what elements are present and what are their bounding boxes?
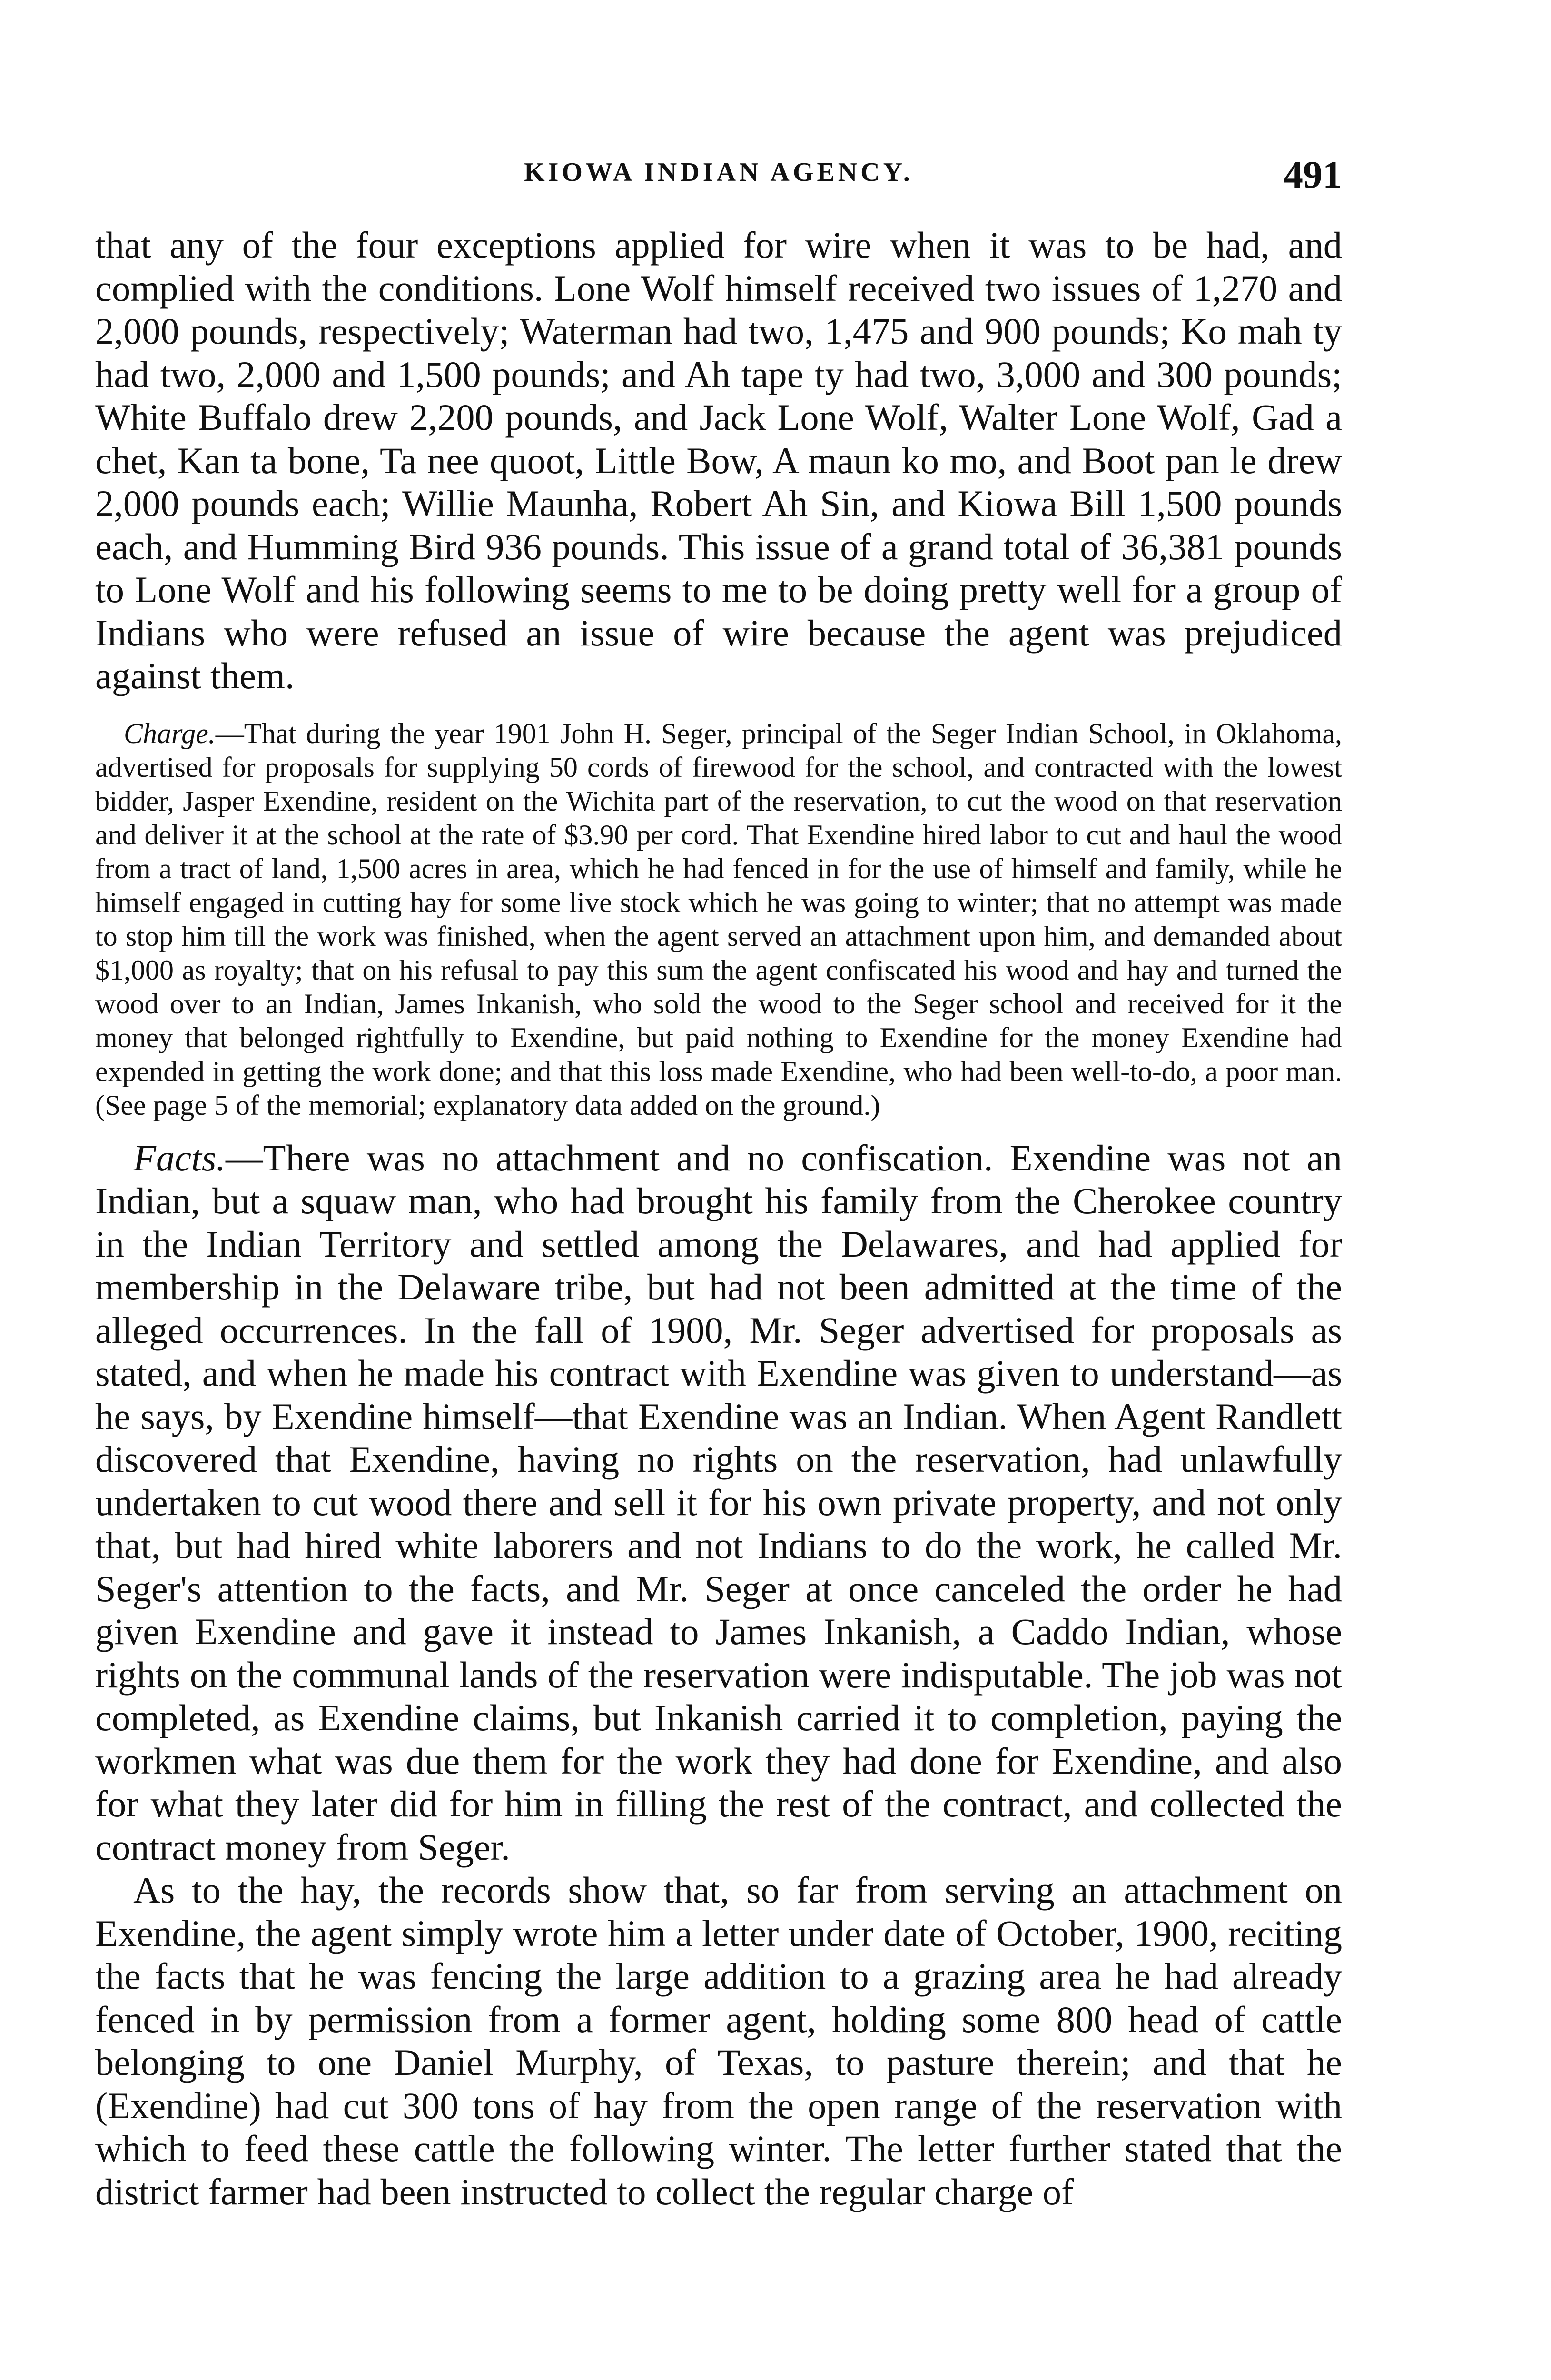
facts-paragraph	[95, 1137, 1342, 1869]
paragraph-continuation: that any of the four exceptions applied for wire when it was to be had, and complied with the conditions. Lone Wolf himself received two issues of 1,270 and 2,000 pounds, respectively; Waterman had two, 1,475 and 900 pounds; Ko mah ty had two, 2,000 and 1,500 pounds; and Ah tape ty had two, 3,000 and 300 pounds; White Buffalo drew 2,200 pounds, and Jack Lone Wolf, Walter Lone Wolf, Gad a chet, Kan ta bone, Ta nee quoot, Little Bow, A maun ko mo, and Boot pan le drew 2,000 pounds each; Willie Maunha, Robert Ah Sin, and Kiowa Bill 1,500 pounds each, and Humming Bird 936 pounds. This issue of a grand total of 36,381 pounds to Lone Wolf and his following seems to me to be doing pretty well for a group of Indians who were refused an issue of wire because the agent was prejudiced against them.	[95, 224, 1342, 696]
running-title: KIOWA INDIAN AGENCY.	[524, 158, 913, 187]
charge-paragraph	[95, 717, 1342, 1122]
page-number: 491	[1284, 153, 1342, 196]
charge-text: —That during the year 1901 John H. Seger, principal of the Seger Indian School, in Oklahoma, advertised for proposals for supplying 50 cords of firewood for the school, and contracted with the lowest bidder, Jasper Exendine, resident on the Wichita part of the reservation, to cut the wood on that reservation and deliver it at the school at the rate of $3.90 per cord. That Exendine hired labor to cut and haul the wood from a tract of land, 1,500 acres in area, which he had fenced in for the use of himself and family, while he himself engaged in cutting hay for some live stock which he was going to winter; that no attempt was made to stop him till the work was finished, when the agent served an attachment upon him, and demanded about $1,000 as royalty; that on his refusal to pay this sum the agent confiscated his wood and hay and turned the wood over to an Indian, James Inkanish, who sold the wood to the Seger school and received for it the money that belonged rightfully to Exendine, but paid nothing to Exendine for the money Exendine had expended in getting the work done; and that this loss made Exendine, who had been well-to-do, a poor man. (See page 5 of the memorial; explanatory data added on the ground.)	[95, 717, 1342, 1121]
page-body	[95, 224, 1342, 2213]
running-header	[95, 152, 1342, 205]
facts-label: Facts.	[133, 1137, 226, 1179]
facts-text: —There was no attachment and no confiscation. Exendine was not an Indian, but a squaw man, who had brought his family from the Cherokee country in the Indian Territory and settled among the Delawares, and had applied for membership in the Delaware tribe, but had not been admitted at the time of the alleged occurrences. In the fall of 1900, Mr. Seger advertised for proposals as stated, and when he made his contract with Exendine was given to understand—as he says, by Exendine himself—that Exendine was an Indian. When Agent Randlett discovered that Exendine, having no rights on the reservation, had unlawfully undertaken to cut wood there and sell it for his own private property, and not only that, but had hired white laborers and not Indians to do the work, he called Mr. Seger's attention to the facts, and Mr. Seger at once canceled the order he had given Exendine and gave it instead to James Inkanish, a Caddo Indian, whose rights on the communal lands of the reservation were indisputable. The job was not completed, as Exendine claims, but Inkanish carried it to completion, paying the workmen what was due them for the work they had done for Exendine, and also for what they later did for him in filling the rest of the contract, and collected the contract money from Seger.	[95, 1137, 1342, 1868]
charge-label: Charge.	[124, 717, 216, 749]
hay-paragraph: As to the hay, the records show that, so far from serving an attachment on Exendine, the agent simply wrote him a letter under date of October, 1900, reciting the facts that he was fencing the large addition to a grazing area he had already fenced in by permission from a former agent, holding some 800 head of cattle belonging to one Daniel Murphy, of Texas, to pasture therein; and that he (Exendine) had cut 300 tons of hay from the open range of the reservation with which to feed these cattle the following winter. The letter further stated that the district farmer had been instructed to collect the regular charge of	[95, 1869, 1342, 2212]
